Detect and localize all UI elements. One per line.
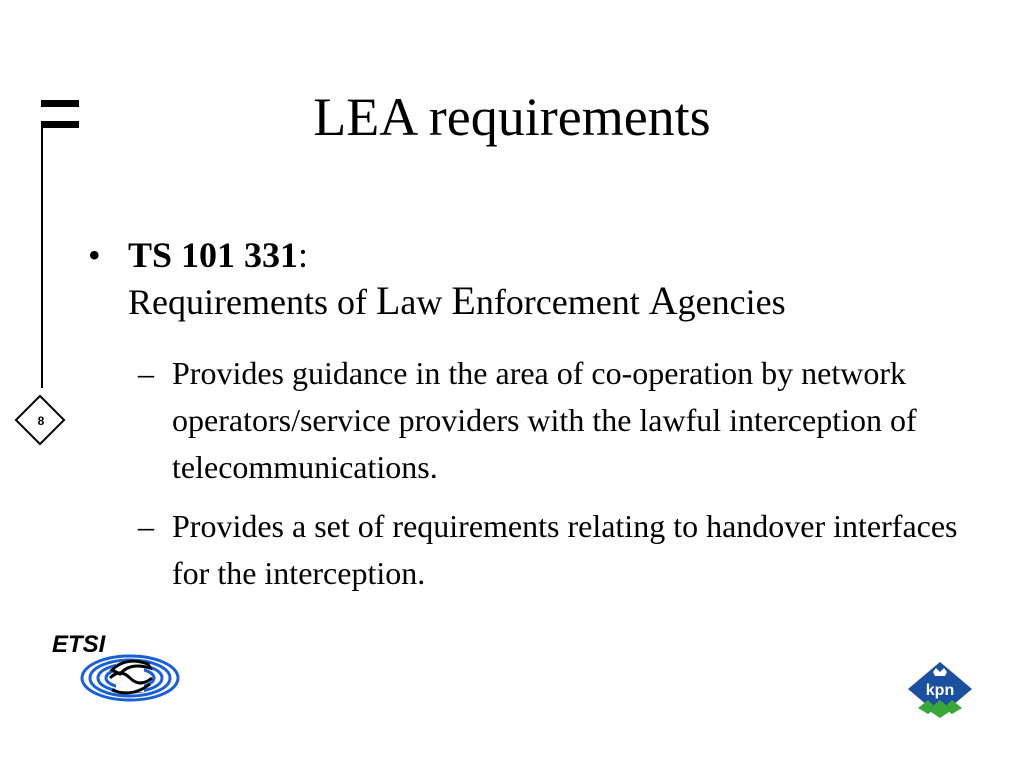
sub-item-text: Provides guidance in the area of co-operation by network operators/service providers with the lawful interception of telecommunications. [172,355,917,485]
kpn-logo [906,660,974,718]
bullet-colon: : [298,235,309,275]
kpn-logo-text: kpn [925,682,955,699]
bullet-initial-l: L [375,278,401,323]
bullet-line2-part: Requirements of [128,282,376,322]
bullet-line2-part: nforcement [475,282,649,322]
decor-vertical-line [41,128,43,388]
sub-dash: – [138,508,154,544]
bullet-dot: • [88,235,101,275]
bullet-initial-a: A [648,278,678,323]
bullet-line2-part: aw [400,282,452,322]
bullet-line2-part: gencies [677,282,786,322]
bullet-initial-e: E [451,278,476,323]
page-number: 8 [37,414,45,428]
bullet-code: TS 101 331 [128,235,299,275]
sub-item-text: Provides a set of requirements relating to handover interfaces for the interception. [172,508,958,591]
etsi-logo [50,628,185,708]
sub-dash: – [138,355,154,391]
etsi-logo-text: ETSI [52,631,106,658]
slide-title: LEA requirements [313,87,711,147]
bullet-text [128,232,786,325]
